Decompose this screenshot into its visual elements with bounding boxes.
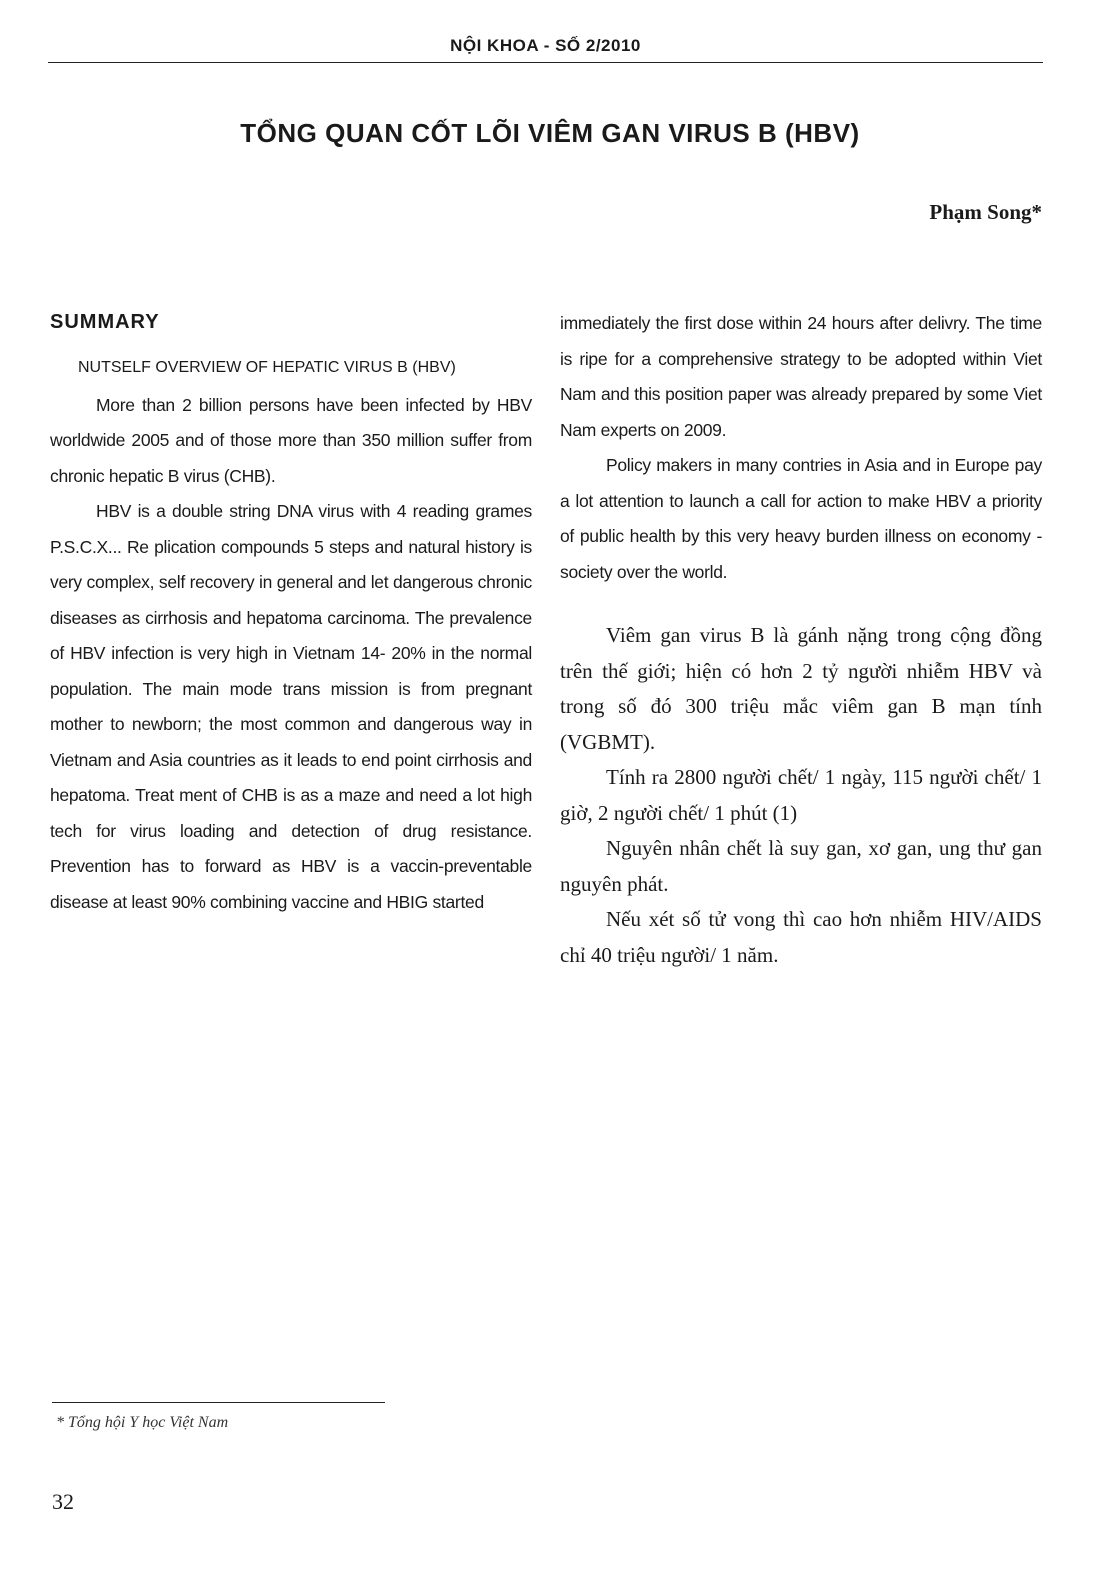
summary-heading: SUMMARY	[50, 311, 160, 333]
summary-paragraph: Policy makers in many contries in Asia and in Europe pay a lot attention to launch a call for action to make HBV a priority of public health by this very heavy burden illness on economy - society over the world.	[560, 455, 1042, 582]
article-title: TỔNG QUAN CỐT LÕI VIÊM GAN VIRUS B (HBV)	[240, 118, 860, 148]
vietnamese-intro	[560, 618, 1042, 973]
author-name: Phạm Song*	[929, 200, 1042, 224]
body-paragraph: Nguyên nhân chết là suy gan, xơ gan, ung thư gan nguyên phát.	[560, 836, 1042, 896]
journal-name: NỘI KHOA - SỐ 2/2010	[450, 36, 641, 55]
summary-paragraph: More than 2 billion persons have been infected by HBV worldwide 2005 and of those more than 350 million suffer from chronic hepatic B virus (CHB).	[50, 394, 532, 486]
summary-paragraph-continued: immediately the first dose within 24 hours after delivry. The time is ripe for a comprehensive strategy to be adopted within Viet Nam and this position paper was already prepared by some Viet Nam experts on 2009.	[560, 313, 1042, 440]
summary-column-right	[560, 306, 1042, 590]
footnote-divider	[52, 1402, 385, 1403]
body-paragraph: Tính ra 2800 người chết/ 1 ngày, 115 người chết/ 1 giờ, 2 người chết/ 1 phút (1)	[560, 765, 1042, 825]
footnote-affiliation: * Tổng hội Y học Việt Nam	[56, 1414, 229, 1431]
body-paragraph: Viêm gan virus B là gánh nặng trong cộng đồng trên thế giới; hiện có hơn 2 tỷ người nhiễm HBV và trong số đó 300 triệu mắc viêm gan B mạn tính (VGBMT).	[560, 623, 1042, 754]
journal-header	[48, 28, 1043, 63]
summary-subtitle: NUTSELF OVERVIEW OF HEPATIC VIRUS B (HBV)	[78, 359, 456, 376]
page-number: 32	[52, 1489, 74, 1514]
summary-paragraph: HBV is a double string DNA virus with 4 reading grames P.S.C.X... Re plication compounds 5 steps and natural history is very complex, self recovery in general and let dangerous chronic diseases as cirrhosis and hepatoma carcinoma. The prevalence of HBV infection is very high in Vietnam 14- 20% in the normal population. The main mode trans mission is from pregnant mother to newborn; the most common and dangerous way in Vietnam and Asia countries as it leads to end point cirrhosis and hepatoma. Treat ment of CHB is as a maze and need a lot high tech for virus loading and detection of drug resistance. Prevention has to forward as HBV is a vaccin-preventable disease at least 90% combining vaccine and HBIG started	[50, 501, 532, 912]
summary-column-left	[50, 308, 532, 920]
body-paragraph: Nếu xét số tử vong thì cao hơn nhiễm HIV/AIDS chỉ 40 triệu người/ 1 năm.	[560, 907, 1042, 967]
